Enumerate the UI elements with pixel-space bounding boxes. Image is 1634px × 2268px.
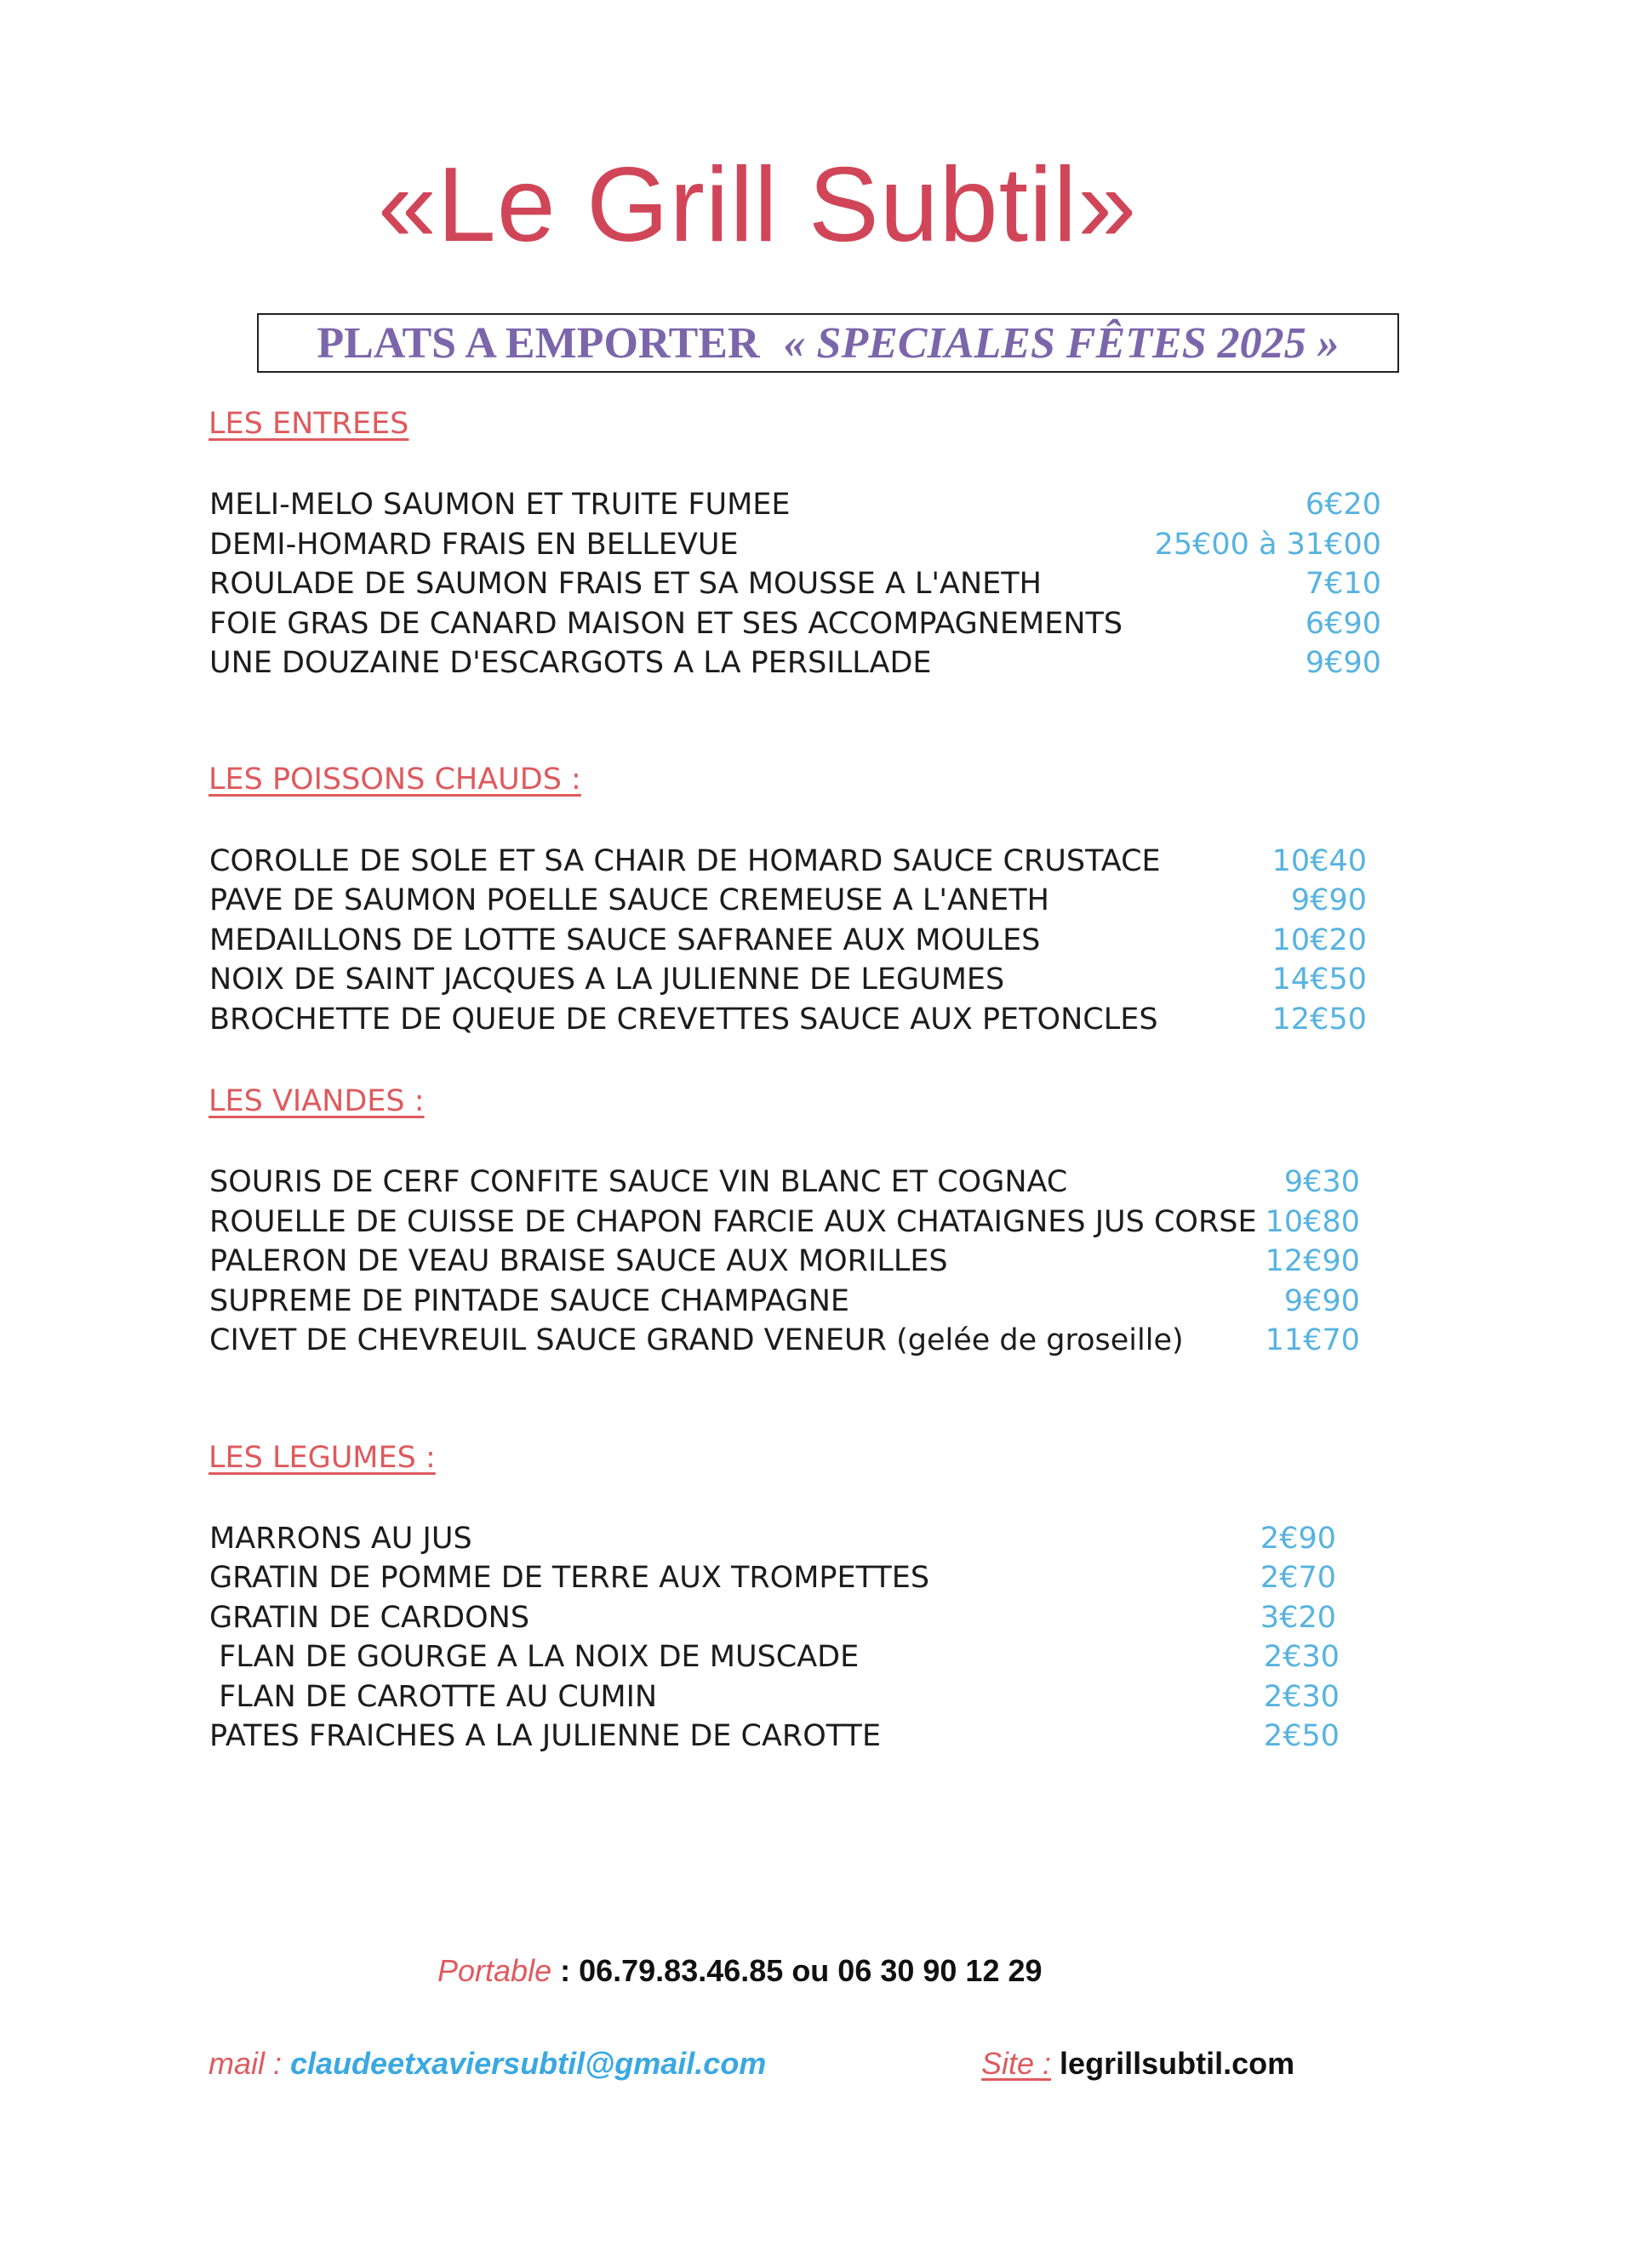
- phone-separator: :: [551, 1953, 580, 1988]
- item-name: MARRONS AU JUS: [209, 1522, 472, 1556]
- item-price: 10€20: [1271, 923, 1367, 957]
- item-name: NOIX DE SAINT JACQUES A LA JULIENNE DE LEGUMES: [209, 963, 1005, 997]
- item-name: FOIE GRAS DE CANARD MAISON ET SES ACCOMPAGNEMENTS: [209, 607, 1123, 641]
- menu-item: [209, 565, 1418, 603]
- menu-item: [209, 961, 1418, 998]
- mail-line: [209, 2046, 766, 2082]
- menu-item: [209, 1163, 1418, 1201]
- item-name: ROUELLE DE CUISSE DE CHAPON FARCIE AUX CHATAIGNES JUS CORSE: [209, 1205, 1257, 1239]
- item-price: 3€20: [1260, 1601, 1336, 1635]
- menu-item: [209, 1599, 1418, 1637]
- menu-item: [209, 922, 1418, 959]
- item-price: 14€50: [1271, 963, 1367, 997]
- item-name: SOURIS DE CERF CONFITE SAUCE VIN BLANC ET COGNAC: [209, 1165, 1068, 1199]
- menu-item: [209, 605, 1418, 643]
- item-price: 2€50: [1263, 1719, 1340, 1753]
- item-price: 9€30: [1283, 1165, 1360, 1199]
- item-price: 2€30: [1263, 1640, 1340, 1674]
- item-price: 11€70: [1265, 1323, 1360, 1357]
- section-heading-legumes: LES LEGUMES :: [209, 1441, 436, 1475]
- menu-item: [209, 1559, 1418, 1597]
- item-price: 10€40: [1271, 844, 1367, 878]
- menu-item: [209, 526, 1418, 563]
- item-price: 6€20: [1305, 488, 1381, 522]
- site-line: [981, 2046, 1294, 2082]
- item-name: FLAN DE GOURGE A LA NOIX DE MUSCADE: [209, 1640, 860, 1674]
- item-price: 2€30: [1263, 1680, 1340, 1714]
- item-name: BROCHETTE DE QUEUE DE CREVETTES SAUCE AUX PETONCLES: [209, 1003, 1158, 1037]
- item-name: SUPREME DE PINTADE SAUCE CHAMPAGNE: [209, 1284, 850, 1318]
- item-price: 25€00 à 31€00: [1154, 528, 1381, 562]
- item-price: 9€90: [1283, 1284, 1360, 1318]
- menu-item: [209, 1322, 1418, 1359]
- item-price: 12€50: [1271, 1003, 1367, 1037]
- menu-item: [209, 1283, 1418, 1320]
- item-name: PALERON DE VEAU BRAISE SAUCE AUX MORILLES: [209, 1244, 948, 1278]
- menu-item: [209, 1243, 1418, 1280]
- menu-item: [209, 1717, 1418, 1755]
- item-price: 6€90: [1305, 607, 1381, 641]
- phone-number[interactable]: 06.79.83.46.85 ou 06 30 90 12 29: [579, 1953, 1043, 1988]
- item-name: CIVET DE CHEVREUIL SAUCE GRAND VENEUR (gelée de groseille): [209, 1323, 1184, 1357]
- section-heading-viandes: LES VIANDES :: [209, 1084, 425, 1118]
- section-heading-entrees: LES ENTREES: [209, 407, 409, 441]
- item-name: ROULADE DE SAUMON FRAIS ET SA MOUSSE A L'ANETH: [209, 567, 1042, 601]
- site-link[interactable]: legrillsubtil.com: [1051, 2046, 1295, 2081]
- site-label: Site :: [981, 2046, 1052, 2081]
- phone-label: Portable: [437, 1953, 552, 1988]
- subtitle-part1: PLATS A EMPORTER: [317, 318, 760, 368]
- menu-item: [209, 1678, 1418, 1716]
- mail-link[interactable]: claudeetxaviersubtil@gmail.com: [290, 2046, 767, 2081]
- item-name: FLAN DE CAROTTE AU CUMIN: [209, 1680, 658, 1714]
- item-name: PAVE DE SAUMON POELLE SAUCE CREMEUSE A L'ANETH: [209, 883, 1049, 917]
- section-heading-poissons: LES POISSONS CHAUDS :: [209, 763, 581, 797]
- item-name: MELI-MELO SAUMON ET TRUITE FUMEE: [209, 488, 791, 522]
- menu-item: [209, 843, 1418, 880]
- mail-label: mail :: [209, 2046, 291, 2081]
- menu-subtitle-box: [257, 313, 1399, 373]
- menu-item: [209, 486, 1418, 523]
- menu-item: [209, 1203, 1418, 1241]
- item-price: 9€90: [1290, 883, 1367, 917]
- menu-item: [209, 644, 1418, 682]
- item-price: 9€90: [1305, 646, 1381, 680]
- item-price: 2€70: [1260, 1561, 1336, 1595]
- item-price: 2€90: [1260, 1522, 1336, 1556]
- item-name: DEMI-HOMARD FRAIS EN BELLEVUE: [209, 528, 739, 562]
- item-name: PATES FRAICHES A LA JULIENNE DE CAROTTE: [209, 1719, 882, 1753]
- item-name: GRATIN DE POMME DE TERRE AUX TROMPETTES: [209, 1561, 930, 1595]
- menu-item: [209, 882, 1418, 919]
- item-name: GRATIN DE CARDONS: [209, 1601, 530, 1635]
- item-price: 7€10: [1305, 567, 1381, 601]
- phone-line: [437, 1953, 1043, 1989]
- restaurant-title: «Le Grill Subtil»: [377, 146, 1138, 264]
- item-name: COROLLE DE SOLE ET SA CHAIR DE HOMARD SAUCE CRUSTACE: [209, 844, 1161, 878]
- item-name: UNE DOUZAINE D'ESCARGOTS A LA PERSILLADE: [209, 646, 932, 680]
- item-price: 12€90: [1265, 1244, 1360, 1278]
- item-name: MEDAILLONS DE LOTTE SAUCE SAFRANEE AUX MOULES: [209, 923, 1041, 957]
- subtitle-part2: « SPECIALES FÊTES 2025 »: [783, 318, 1340, 368]
- menu-item: [209, 1520, 1418, 1557]
- menu-item: [209, 1001, 1418, 1038]
- item-price: 10€80: [1265, 1205, 1360, 1239]
- menu-item: [209, 1638, 1418, 1676]
